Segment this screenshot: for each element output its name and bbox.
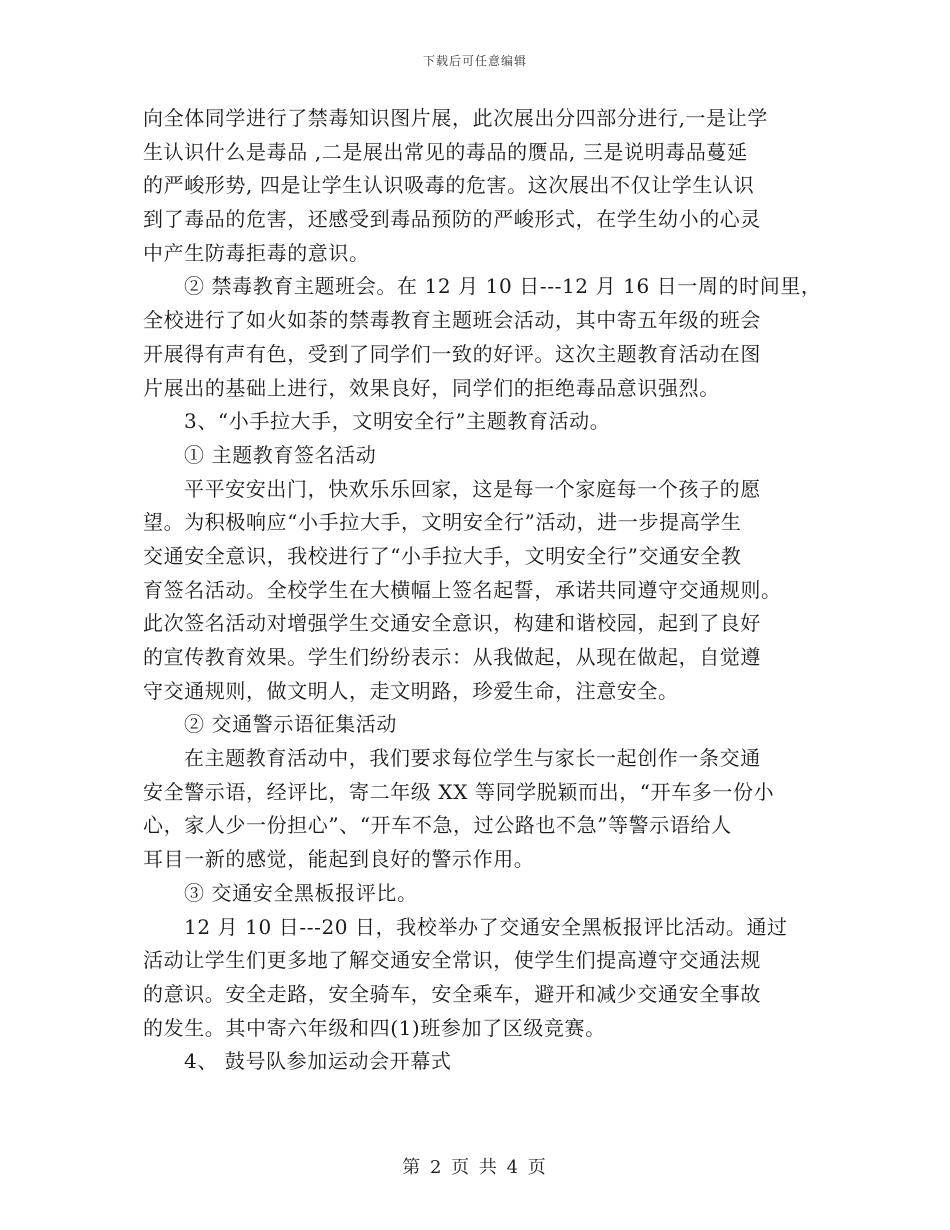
text-line: 此次签名活动对增强学生交通安全意识，构建和谐校园，起到了良好 (143, 611, 761, 636)
text-line: 育签名活动。全校学生在大横幅上签名起誓，承诺共同遵守交通规则。 (143, 577, 782, 602)
text-line: 全校进行了如火如荼的禁毒教育主题班会活动，其中寄五年级的班会 (143, 308, 761, 333)
text-line: ③ 交通安全黑板报评比。 (184, 880, 418, 905)
text-line: 活动让学生们更多地了解交通安全常识，使学生们提高遵守交通法规 (143, 948, 761, 973)
text-line: 到了毒品的危害，还感受到毒品预防的严峻形式，在学生幼小的心灵 (143, 207, 761, 232)
text-line: 守交通规则，做文明人，走文明路，珍爱生命，注意安全。 (143, 678, 679, 703)
page-header: 下载后可任意编辑 (422, 54, 527, 68)
text-line: 向全体同学进行了禁毒知识图片展，此次展出分四部分进行,一是让学 (143, 106, 768, 130)
text-line: 心，家人少一份担心”、“开车不急，过公路也不急”等警示语给人 (143, 813, 732, 838)
text-line: 生认识什么是毒品 ,二是展出常见的毒品的赝品, 三是说明毒品蔓延 (143, 139, 748, 164)
text-line: ① 主题教育签名活动 (184, 442, 377, 467)
text-line: 的严峻形势, 四是让学生认识吸毒的危害。这次展出不仅让学生认识 (143, 173, 755, 198)
text-line: 开展得有声有色，受到了同学们一致的好评。这次主题教育活动在图 (143, 341, 761, 366)
text-line: 的意识。安全走路，安全骑车，安全乘车，避开和减少交通安全事故 (143, 981, 761, 1006)
text-line: 平平安安出门，快欢乐乐回家，这是每一个家庭每一个孩子的愿 (184, 476, 761, 501)
text-line: 交通安全意识，我校进行了“小手拉大手，文明安全行”交通安全教 (143, 543, 742, 568)
text-line: 中产生防毒拒毒的意识。 (143, 240, 370, 265)
text-line: 3、“小手拉大手，文明安全行”主题教育活动。 (184, 409, 611, 434)
page-number: 第 2 页 共 4 页 (402, 1157, 548, 1178)
text-line: ② 禁毒教育主题班会。在 12 月 10 日---12 月 16 日一周的时间里， (184, 274, 822, 299)
text-line: 安全警示语，经评比，寄二年级 XX 等同学脱颖而出，“开车多一份小 (143, 779, 775, 804)
text-line: 在主题教育活动中，我们要求每位学生与家长一起创作一条交通 (184, 746, 761, 771)
text-line: 的宣传教育效果。学生们纷纷表示：从我做起，从现在做起，自觉遵 (143, 645, 761, 669)
document-body (143, 102, 822, 1079)
text-line: 4、 鼓号队参加运动会开幕式 (184, 1049, 452, 1074)
text-line: 望。为积极响应“小手拉大手，文明安全行”活动，进一步提高学生 (143, 510, 742, 535)
text-line: 12 月 10 日---20 日，我校举办了交通安全黑板报评比活动。通过 (184, 914, 788, 939)
text-line: 片展出的基础上进行，效果良好，同学们的拒绝毒品意识强烈。 (143, 375, 720, 400)
text-line: ② 交通警示语征集活动 (184, 712, 397, 737)
text-line: 耳目一新的感觉，能起到良好的警示作用。 (143, 847, 535, 872)
text-line: 的发生。其中寄六年级和四(1)班参加了区级竞赛。 (143, 1015, 606, 1040)
